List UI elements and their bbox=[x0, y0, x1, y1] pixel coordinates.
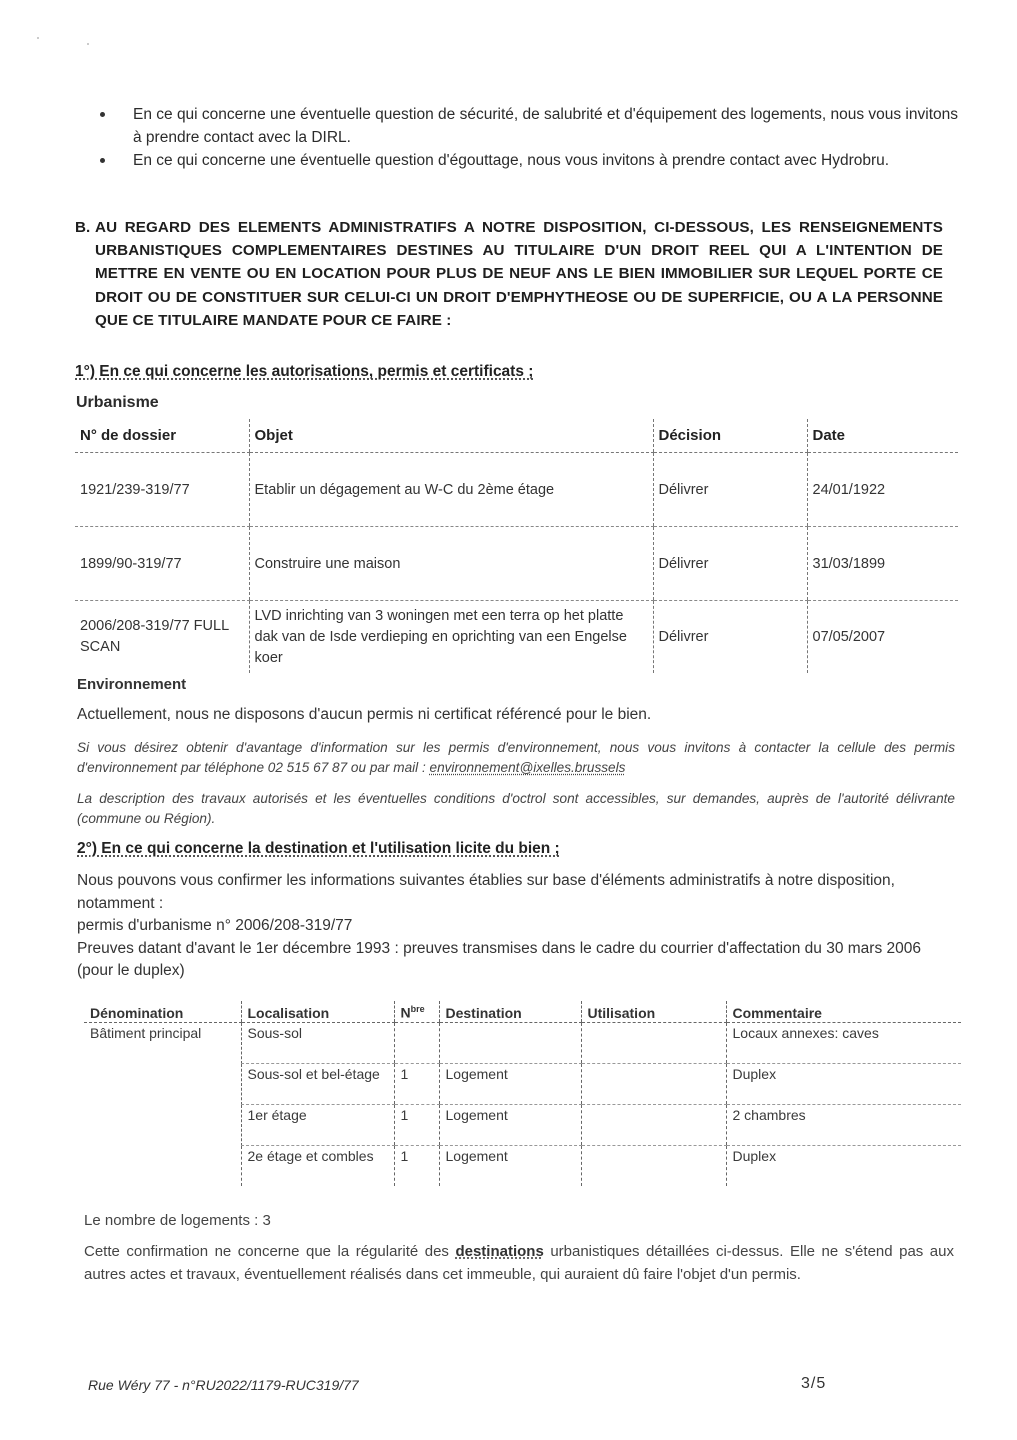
cell-date: 24/01/1922 bbox=[807, 453, 958, 527]
table-row bbox=[84, 1146, 961, 1187]
col-header-objet: Objet bbox=[249, 419, 653, 453]
cell-decision: Délivrer bbox=[653, 453, 807, 527]
confirm-text-start: Cette confirmation ne concerne que la régularité des bbox=[84, 1243, 456, 1260]
cell-destination bbox=[439, 1023, 581, 1064]
destination-paragraph bbox=[77, 870, 957, 983]
cell-destination: Logement bbox=[439, 1064, 581, 1105]
col-header-denomination: Dénomination bbox=[84, 1001, 241, 1023]
contact-info-text: Si vous désirez obtenir d'avantage d'information sur les permis d'environnement, nous vous invitons à contacter la cellule des permis d'environnement par téléphone 02 515 67 87 ou par mail : bbox=[77, 740, 955, 775]
cell-commentaire: Locaux annexes: caves bbox=[726, 1023, 961, 1064]
table-row bbox=[84, 1064, 961, 1105]
cell-denomination: Bâtiment principal bbox=[90, 1025, 202, 1041]
col-header-commentaire: Commentaire bbox=[726, 1001, 961, 1023]
destination-table bbox=[84, 1001, 961, 1186]
cell-utilisation bbox=[581, 1064, 726, 1105]
cell-dossier: 1899/90-319/77 bbox=[75, 527, 249, 601]
bullet-item-dirl bbox=[98, 103, 958, 149]
bullet-icon bbox=[100, 158, 105, 163]
cell-denomination bbox=[84, 1105, 241, 1146]
cell-decision: Délivrer bbox=[653, 527, 807, 601]
cell-commentaire: Duplex bbox=[726, 1146, 961, 1187]
section-b-label: B. bbox=[75, 219, 91, 236]
cell-commentaire: 2 chambres bbox=[726, 1105, 961, 1146]
bullet-item-hydrobru bbox=[98, 149, 958, 172]
scan-speck bbox=[87, 43, 89, 45]
destination-intro: Nous pouvons vous confirmer les informations suivantes établies sur base d'éléments administratifs à notre disposition, notamment : bbox=[77, 872, 895, 912]
environnement-heading: Environnement bbox=[77, 676, 187, 693]
cell-utilisation bbox=[581, 1023, 726, 1064]
table-header-row bbox=[75, 419, 958, 453]
environnement-contact-info bbox=[77, 738, 955, 778]
cell-date: 07/05/2007 bbox=[807, 601, 958, 674]
cell-utilisation bbox=[581, 1146, 726, 1187]
environnement-statement: Actuellement, nous ne disposons d'aucun permis ni certificat référencé pour le bien. bbox=[77, 706, 652, 723]
table-row bbox=[75, 601, 958, 674]
cell-commentaire: Duplex bbox=[726, 1064, 961, 1105]
logements-count: Le nombre de logements : 3 bbox=[84, 1212, 271, 1229]
cell-decision: Délivrer bbox=[653, 601, 807, 674]
bullet-icon bbox=[100, 112, 105, 117]
nombre-label: N bbox=[400, 1004, 411, 1021]
cell-destination: Logement bbox=[439, 1105, 581, 1146]
col-header-decision: Décision bbox=[653, 419, 807, 453]
col-header-nombre bbox=[394, 1001, 439, 1023]
cell-denomination bbox=[84, 1064, 241, 1105]
cell-localisation: Sous-sol et bel-étage bbox=[241, 1064, 394, 1105]
cell-date: 31/03/1899 bbox=[807, 527, 958, 601]
subsection-1-heading: 1°) En ce qui concerne les autorisations, permis et certificats ; bbox=[75, 363, 534, 380]
col-header-date: Date bbox=[807, 419, 958, 453]
section-b-text: AU REGARD DES ELEMENTS ADMINISTRATIFS A NOTRE DISPOSITION, CI-DESSOUS, LES RENSEIGNEMENTS URBANISTIQUES COMPLEMENTAIRES DESTINES AU TITULAIRE D'UN DROIT REEL QUI A L'INTENTION DE METTRE EN VENTE OU EN LOCATION POUR PLUS DE NEUF ANS LE BIEN IMMOBILIER SUR LEQUEL PORTE CE DROIT OU DE CONSTITUER SUR CELUI-CI UN DROIT D'EMPHYTHEOSE OU DE SUPERFICIE, OU A LA PERSONNE QUE CE TITULAIRE MANDATE POUR CE FAIRE : bbox=[95, 219, 943, 329]
cell-objet: LVD inrichting van 3 woningen met een terra op het platte dak van de Isde verdieping en oprichting van een Engelse koer bbox=[249, 601, 653, 674]
email-link[interactable]: environnement@ixelles.brussels bbox=[429, 760, 626, 775]
cell-dossier: 2006/208-319/77 FULL SCAN bbox=[80, 618, 229, 655]
table-row bbox=[84, 1105, 961, 1146]
footer-reference: Rue Wéry 77 - n°RU2022/1179-RUC319/77 bbox=[88, 1377, 359, 1393]
cell-nombre bbox=[394, 1023, 439, 1064]
confirm-text-end: urbanistiques détaillées ci-dessus. Elle ne s'étend pas aux autres actes et travaux, éventuellement réalisés dans cet immeuble, qui auraient dû faire l'objet d'un permis. bbox=[84, 1243, 954, 1283]
col-header-destination: Destination bbox=[439, 1001, 581, 1023]
confirm-emphasis: destinations bbox=[455, 1243, 544, 1260]
scan-speck bbox=[37, 37, 39, 39]
bullet-text: En ce qui concerne une éventuelle question de sécurité, de salubrité et d'équipement des logements, nous vous invitons à prendre contact avec la DIRL. bbox=[133, 106, 958, 146]
cell-localisation: 1er étage bbox=[241, 1105, 394, 1146]
cell-destination: Logement bbox=[439, 1146, 581, 1187]
cell-nombre: 1 bbox=[394, 1146, 439, 1187]
cell-dossier: 1921/239-319/77 bbox=[75, 453, 249, 527]
cell-objet: Construire une maison bbox=[249, 527, 653, 601]
urbanisme-table bbox=[75, 419, 958, 673]
table-row bbox=[75, 453, 958, 527]
cell-objet: Etablir un dégagement au W-C du 2ème étage bbox=[249, 453, 653, 527]
col-header-dossier: N° de dossier bbox=[75, 419, 249, 453]
cell-localisation: 2e étage et combles bbox=[241, 1146, 394, 1187]
table-header-row bbox=[84, 1001, 961, 1023]
bullet-text: En ce qui concerne une éventuelle question d'égouttage, nous vous invitons à prendre contact avec Hydrobru. bbox=[133, 152, 890, 169]
cell-nombre: 1 bbox=[394, 1105, 439, 1146]
urbanisme-heading: Urbanisme bbox=[76, 394, 159, 411]
confirmation-paragraph bbox=[84, 1241, 954, 1286]
table-row bbox=[75, 527, 958, 601]
subsection-2-heading: 2°) En ce qui concerne la destination et l'utilisation licite du bien ; bbox=[77, 840, 560, 857]
nombre-superscript: bre bbox=[410, 1004, 425, 1015]
page-number: 3/5 bbox=[801, 1375, 827, 1392]
col-header-utilisation: Utilisation bbox=[581, 1001, 726, 1023]
preuves-text: Preuves datant d'avant le 1er décembre 1993 : preuves transmises dans le cadre du courrier d'affectation du 30 mars 2006 (pour le duplex) bbox=[77, 939, 921, 979]
contact-bullet-list bbox=[98, 103, 958, 172]
permis-reference: permis d'urbanisme n° 2006/208-319/77 bbox=[77, 917, 353, 934]
environnement-note: La description des travaux autorisés et les éventuelles conditions d'octrol sont accessibles, sur demandes, auprès de l'autorité délivrante (commune ou Région). bbox=[77, 791, 955, 826]
cell-nombre: 1 bbox=[394, 1064, 439, 1105]
section-b-heading bbox=[75, 216, 943, 332]
cell-localisation: Sous-sol bbox=[241, 1023, 394, 1064]
cell-denomination bbox=[84, 1146, 241, 1187]
table-row bbox=[84, 1023, 961, 1064]
col-header-localisation: Localisation bbox=[241, 1001, 394, 1023]
cell-utilisation bbox=[581, 1105, 726, 1146]
